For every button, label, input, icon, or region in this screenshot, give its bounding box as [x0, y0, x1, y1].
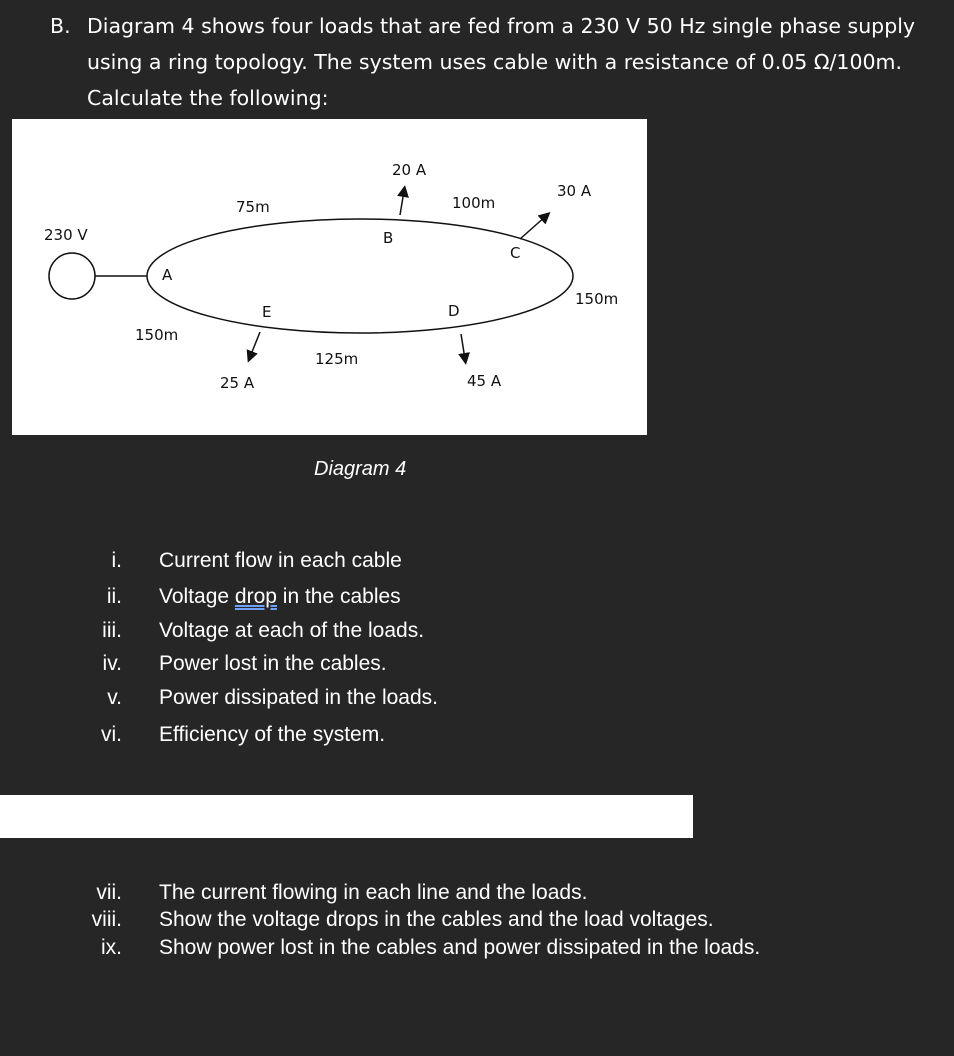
- node-e-label: E: [262, 303, 272, 321]
- task-text: Current flow in each cable: [159, 549, 402, 572]
- panel-strip: [693, 795, 954, 838]
- load-c-current: 30 A: [557, 182, 592, 200]
- task-text-underlined: drop: [234, 585, 277, 608]
- task-text: Voltage at each of the loads.: [159, 619, 425, 642]
- task-number: viii.: [91, 908, 122, 931]
- segment-de-length: 125m: [315, 350, 359, 368]
- task-text-pre: Voltage: [159, 585, 235, 608]
- question-text-line1: Diagram 4 shows four loads that are fed from a 230 V 50 Hz single phase supply: [87, 14, 916, 38]
- task-number: ii.: [106, 585, 122, 608]
- node-a-label: A: [162, 266, 173, 284]
- task-text: Efficiency of the system.: [159, 723, 386, 746]
- task-text-post: in the cables: [276, 585, 401, 608]
- task-text: Power dissipated in the loads.: [159, 686, 438, 709]
- segment-ea-length: 150m: [135, 326, 179, 344]
- task-number: vii.: [96, 881, 122, 904]
- segment-cd-length: 150m: [575, 290, 619, 308]
- load-e-current: 25 A: [220, 374, 255, 392]
- node-d-label: D: [448, 302, 460, 320]
- load-b-arrow: [400, 191, 404, 215]
- task-number: vi.: [101, 723, 122, 746]
- ring-diagram-svg: [12, 119, 647, 435]
- segment-bc-length: 100m: [452, 194, 496, 212]
- diagram-caption: Diagram 4: [314, 458, 407, 480]
- node-c-label: C: [510, 244, 521, 262]
- load-c-arrow: [520, 216, 546, 239]
- supply-voltage-label: 230 V: [44, 226, 88, 244]
- supply-source-icon: [49, 253, 95, 299]
- task-number: i.: [111, 549, 122, 572]
- task-text: The current flowing in each line and the loads.: [159, 881, 588, 904]
- load-d-current: 45 A: [467, 372, 502, 390]
- question-text-line2: using a ring topology. The system uses cable with a resistance of 0.05 Ω/100m.: [87, 50, 903, 74]
- question-label: B.: [50, 14, 71, 38]
- task-number: v.: [107, 686, 122, 709]
- node-b-label: B: [383, 229, 394, 247]
- load-e-arrow: [250, 332, 260, 357]
- task-number: ix.: [101, 936, 122, 959]
- task-number: iv.: [102, 652, 122, 675]
- load-d-arrow: [461, 334, 465, 359]
- load-b-current: 20 A: [392, 161, 427, 179]
- segment-ab-length: 75m: [236, 198, 270, 216]
- ring-diagram: [12, 119, 647, 435]
- task-text: [159, 585, 401, 609]
- ring-cable: [147, 219, 573, 333]
- question-text-line3: Calculate the following:: [87, 86, 329, 110]
- task-text: Show power lost in the cables and power dissipated in the loads.: [159, 936, 761, 959]
- task-text: Power lost in the cables.: [159, 652, 387, 675]
- task-text: Show the voltage drops in the cables and the load voltages.: [159, 908, 714, 931]
- task-number: iii.: [102, 619, 122, 642]
